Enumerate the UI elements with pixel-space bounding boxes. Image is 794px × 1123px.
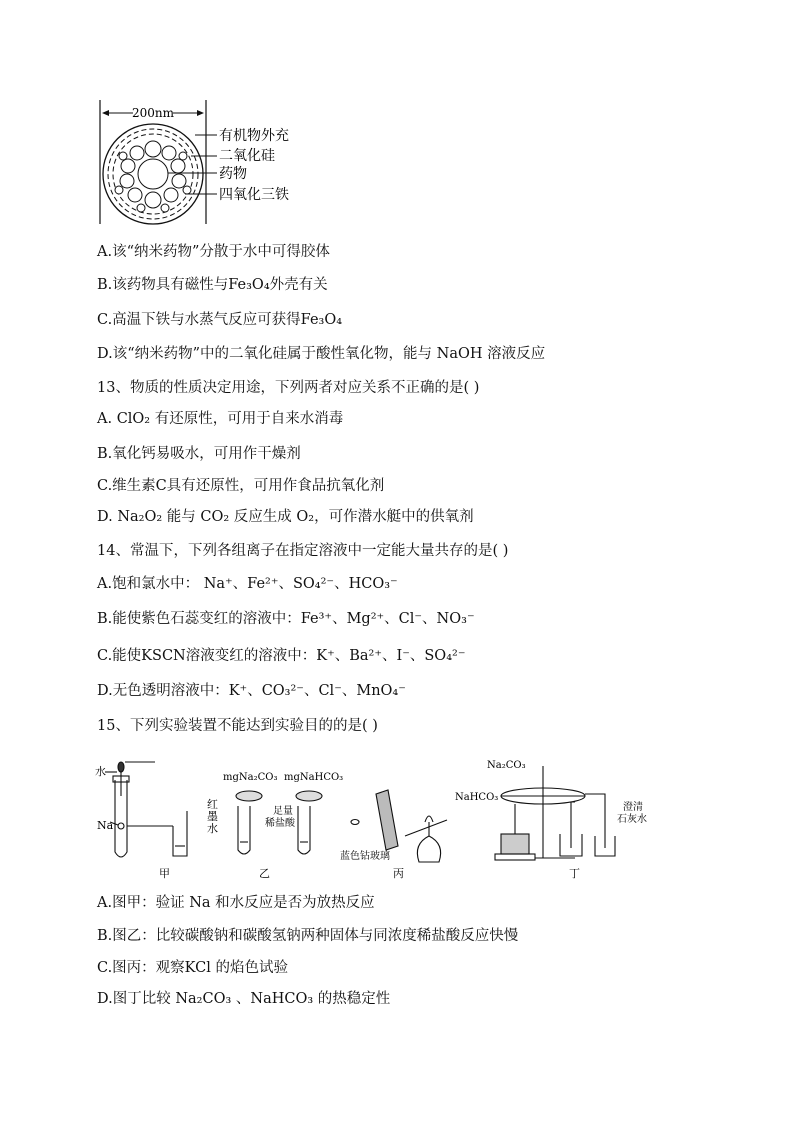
q14-option-c: C.能使KSCN溶液变红的溶液中：K⁺、Ba²⁺、I⁻、SO₄²⁻	[97, 648, 466, 664]
q14-option-b: B.能使紫色石蕊变红的溶液中：Fe³⁺、Mg²⁺、Cl⁻、NO₃⁻	[97, 611, 475, 627]
jia-na-label: Na	[97, 819, 114, 832]
q13-option-d: D. Na₂O₂ 能与 CO₂ 反应生成 O₂，可作潜水艇中的供氧剂	[97, 509, 474, 525]
width-label: 200nm	[131, 106, 175, 120]
q15-stem: 15、下列实验装置不能达到实验目的的是( )	[97, 718, 378, 734]
jia-caption: 甲	[159, 867, 170, 880]
yi-nahco3-label: mgNaHCO₃	[284, 772, 344, 783]
yi-acid-label-2: 稀盐酸	[265, 818, 295, 829]
label-fe3o4: 四氧化三铁	[219, 187, 289, 203]
q14-option-a: A.饱和氯水中： Na⁺、Fe²⁺、SO₄²⁻、HCO₃⁻	[97, 576, 398, 592]
q14-stem: 14、常温下，下列各组离子在指定溶液中一定能大量共存的是( )	[97, 543, 509, 559]
q12-option-b: B.该药物具有磁性与Fe₃O₄外壳有关	[97, 277, 328, 293]
ding-nahco3-label: NaHCO₃	[455, 792, 499, 803]
label-drug: 药物	[219, 166, 247, 182]
yi-na2co3-label: mgNa₂CO₃	[223, 772, 278, 783]
q15-option-c: C.图丙：观察KCl 的焰色试验	[97, 960, 288, 976]
q15-option-b: B.图乙：比较碳酸钠和碳酸氢钠两种固体与同浓度稀盐酸反应快慢	[97, 928, 519, 944]
q14-option-d: D.无色透明溶液中：K⁺、CO₃²⁻、Cl⁻、MnO₄⁻	[97, 683, 406, 699]
q12-option-c: C.高温下铁与水蒸气反应可获得Fe₃O₄	[97, 312, 343, 328]
q13-option-a: A. ClO₂ 有还原性，可用于自来水消毒	[97, 411, 344, 427]
ding-caption: 丁	[569, 867, 580, 880]
q12-option-a: A.该“纳米药物”分散于水中可得胶体	[97, 244, 330, 260]
q12-option-d: D.该“纳米药物”中的二氧化硅属于酸性氧化物，能与 NaOH 溶液反应	[97, 346, 546, 362]
jia-water-label: 水	[95, 765, 106, 778]
yi-caption: 乙	[259, 867, 270, 880]
ding-lime-label-2: 石灰水	[617, 814, 647, 825]
nanoparticle-diagram	[95, 98, 325, 226]
q15-option-a: A.图甲：验证 Na 和水反应是否为放热反应	[97, 895, 375, 911]
jia-ink-3: 水	[207, 822, 218, 835]
jia-ink-2: 墨	[207, 810, 218, 823]
jia-ink-1: 红	[207, 798, 218, 811]
ding-lime-label-1: 澄清	[623, 802, 643, 813]
label-organic-shell: 有机物外充	[219, 128, 289, 144]
bing-glass-label: 蓝色钴玻璃	[340, 851, 390, 862]
q13-stem: 13、物质的性质决定用途，下列两者对应关系不正确的是( )	[97, 380, 480, 396]
q13-option-b: B.氧化钙易吸水，可用作干燥剂	[97, 446, 301, 462]
ding-na2co3-label: Na₂CO₃	[487, 760, 526, 771]
q13-option-c: C.维生素C具有还原性，可用作食品抗氧化剂	[97, 478, 385, 494]
label-silica: 二氧化硅	[219, 148, 275, 164]
bing-caption: 丙	[393, 867, 404, 880]
apparatus-diagram	[95, 756, 665, 884]
yi-acid-label-1: 足量	[273, 806, 293, 817]
q15-option-d: D.图丁比较 Na₂CO₃ 、NaHCO₃ 的热稳定性	[97, 991, 391, 1007]
